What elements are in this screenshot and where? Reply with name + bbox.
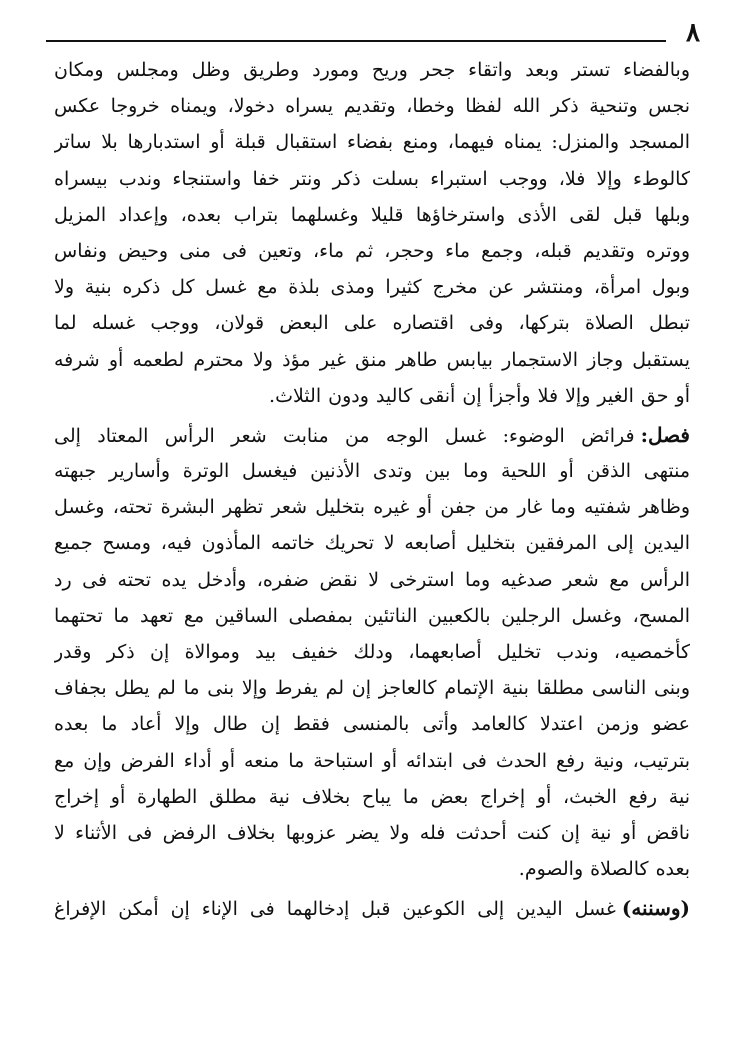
text-line: أو حق الغير وإلا فلا وأجزأ إن أنقى كاليد ودون الثلاث. [269, 384, 690, 407]
text-line: وبول امرأة، ومنتشر عن مخرج كثيرا ومذى بلذة مع غسل كل ذكره بنية ولا [54, 276, 690, 299]
section-heading: (وسننه) [621, 896, 690, 921]
text-line: نية رفع الخبث، أو إخراج بعض ما يباح بخلاف نية مطلق الطهارة أو إخراج [54, 785, 690, 808]
text-line: وبالفضاء تستر وبعد واتقاء جحر وريح ومورد وطريق وظل ومجلس ومكان [54, 59, 690, 81]
text-line: كالوطء وإلا فلا، ووجب استبراء بسلت ذكر ونتر خفا واستنجاء وندب بيسراه [54, 167, 690, 190]
text-line: المسجد والمنزل: يمناه فيهما، ومنع بفضاء استقبال قبلة أو استدبارها بلا ساتر [54, 131, 690, 154]
section-heading: فصل: [640, 422, 690, 447]
text-line: ناقض أو نية إن كنت أحدثت فله ولا يضر عزوبها بخلاف الرفض فى الأثناء لا [54, 821, 690, 844]
text-line: كأخمصيه، وندب تخليل أصابعهما، ودلك خفيف بيد وموالاة إن ذكر وقدر [54, 641, 690, 663]
text-line: بترتيب، ونية رفع الحدث فى ابتدائه أو استباحة ما منعه أو أداء الفرض وإن مع [54, 749, 690, 772]
section-first-line [54, 417, 690, 453]
text-line: الرأس مع شعر صدغيه وما استرخى لا نقض ضفره، وأدخل يده تحته فى رد [54, 568, 690, 591]
text-line: وبلها قبل لقى الأذى واسترخاؤها قليلا وغسلهما بتراب بعده، وإعداد المزيل [54, 203, 690, 226]
text-line: وبنى الناسى مطلقا بنية الإتمام كالعاجز إن لم يفرط وإلا بنى ما لم يطل بجفاف [54, 677, 690, 700]
text-line: عضو وزمن اعتدلا كالعامد وأتى بالمنسى فقط إن طال وإلا أعاد ما بعده [54, 713, 690, 736]
header-rule [46, 40, 666, 42]
text-line: منتهى الذقن أو اللحية وما بين وتدى الأذنين فيغسل الوترة وأسارير جبهته [54, 460, 690, 483]
page-header [40, 18, 700, 48]
text-line: وظاهر شفتيه وما غار من جفن أو غيره بتخليل شعر تظهر البشرة تحته، وغسل [54, 496, 690, 519]
text-line: ووتره وتقديم قبله، وجمع ماء وحجر، ثم ماء، وتعين فى منى وحيض ونفاس [54, 239, 690, 262]
text-span: فرائض الوضوء: غسل الوجه من منابت شعر الرأس المعتاد إلى [54, 424, 635, 447]
page-number: ٨ [686, 18, 700, 48]
text-body [54, 52, 690, 927]
text-line: اليدين إلى المرفقين بتخليل أصابعه لا تحريك خاتمه المأذون فيه، ومسح جميع [54, 532, 690, 555]
section-first-line [54, 890, 690, 926]
text-line: يستقبل وجاز الاستجمار بيابس طاهر منق غير مؤذ ولا محترم لطعمه أو شرفه [54, 348, 690, 371]
text-line: تبطل الصلاة بتركها، وفى اقتصاره على البعض قولان، ووجب غسله لما [54, 312, 690, 335]
text-line: نجس وتنحية ذكر الله لفظا وخطا، وتقديم يسراه دخولا، ويمناه خروجا عكس [54, 95, 690, 118]
text-line: المسح، وغسل الرجلين بالكعبين الناتئين بمفصلى الساقين مع تعهد ما تحتهما [54, 604, 690, 627]
text-span: غسل اليدين إلى الكوعين قبل إدخالهما فى الإناء إن أمكن الإفراغ [54, 898, 616, 921]
text-line: بعده كالصلاة والصوم. [518, 858, 690, 881]
